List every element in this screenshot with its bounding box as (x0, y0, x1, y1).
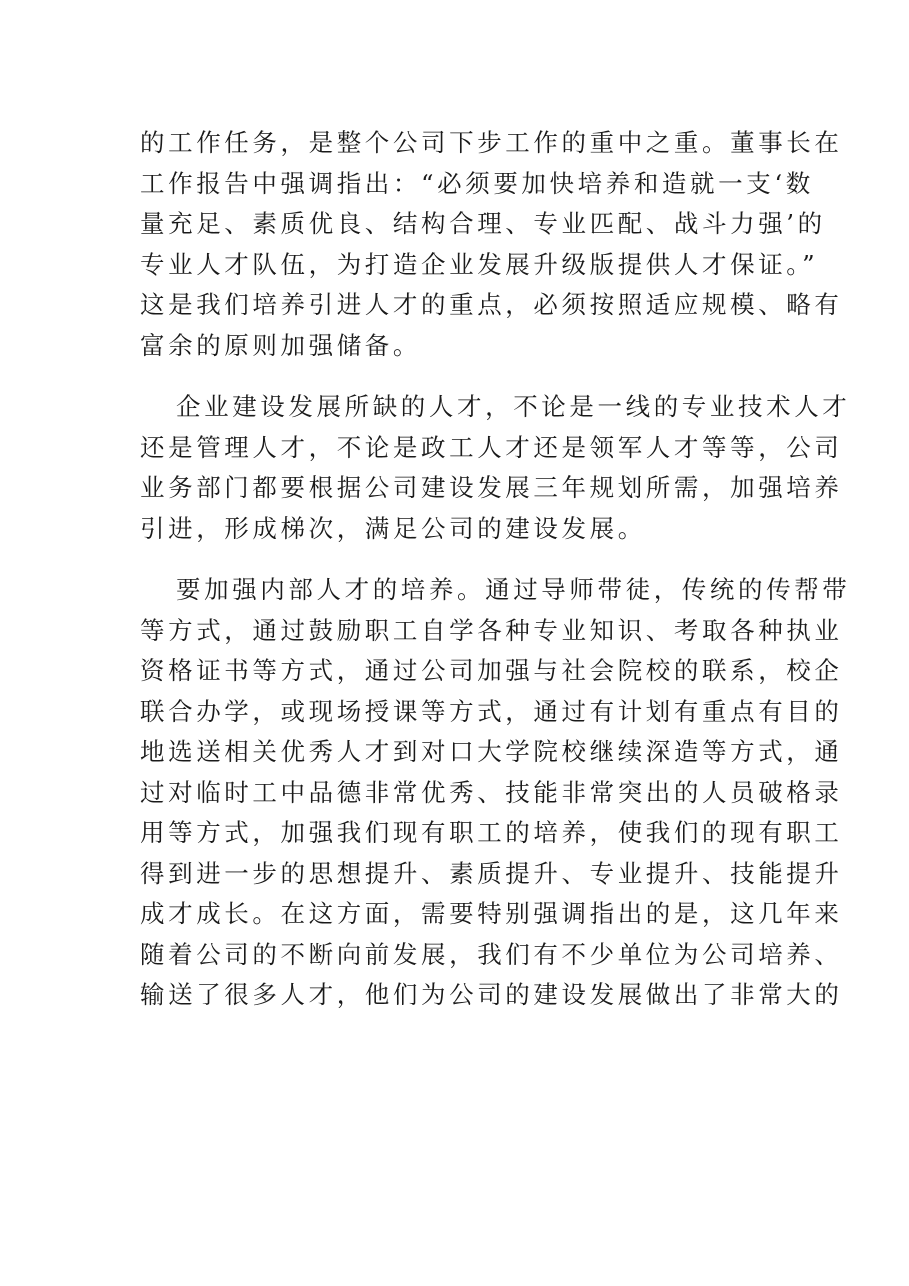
paragraph-line: 要加强内部人才的培养。通过导师带徒，传统的传帮带 (176, 575, 851, 604)
paragraph-line: 联合办学，或现场授课等方式，通过有计划有重点有目的 (140, 696, 843, 726)
paragraph-line: 过对临时工中品德非常优秀、技能非常突出的人员破格录 (140, 777, 843, 807)
paragraph-line: 资格证书等方式，通过公司加强与社会院校的联系，校企 (140, 656, 843, 685)
paragraph-line: 的工作任务，是整个公司下步工作的重中之重。董事长在 (140, 128, 843, 157)
paragraph-2 (140, 387, 851, 549)
paragraph-line: 用等方式，加强我们现有职工的培养，使我们的现有职工 (140, 818, 843, 847)
paragraph-line: 富余的原则加强储备。 (140, 330, 421, 360)
paragraph-line: 地选送相关优秀人才到对口大学院校继续深造等方式，通 (140, 737, 843, 766)
paragraph-line: 量充足、素质优良、结构合理、专业匹配、战斗力强’的 (140, 209, 826, 238)
paragraph-line: 等方式，通过鼓励职工自学各种专业知识、考取各种执业 (140, 615, 843, 645)
paragraph-3 (140, 570, 851, 1016)
document-body (140, 123, 851, 1016)
paragraph-line: 引进，形成梯次，满足公司的建设发展。 (140, 513, 646, 543)
paragraph-line: 工作报告中强调指出：“必须要加快培养和造就一支‘数 (140, 168, 814, 198)
paragraph-line: 企业建设发展所缺的人才，不论是一线的专业技术人才 (176, 392, 851, 421)
paragraph-line: 专业人才队伍，为打造企业发展升级版提供人才保证。” (140, 249, 819, 279)
paragraph-1 (140, 123, 843, 366)
paragraph-line: 随着公司的不断向前发展，我们有不少单位为公司培养、 (140, 939, 843, 969)
paragraph-line: 这是我们培养引进人才的重点，必须按照适应规模、略有 (140, 290, 843, 319)
paragraph-line: 业务部门都要根据公司建设发展三年规划所需，加强培养 (140, 473, 843, 502)
paragraph-line: 输送了很多人才，他们为公司的建设发展做出了非常大的 (140, 980, 843, 1009)
paragraph-line: 还是管理人才，不论是政工人才还是领军人才等等，公司 (140, 432, 843, 462)
paragraph-line: 成才成长。在这方面，需要特别强调指出的是，这几年来 (140, 899, 843, 928)
paragraph-line: 得到进一步的思想提升、素质提升、专业提升、技能提升 (140, 858, 843, 888)
